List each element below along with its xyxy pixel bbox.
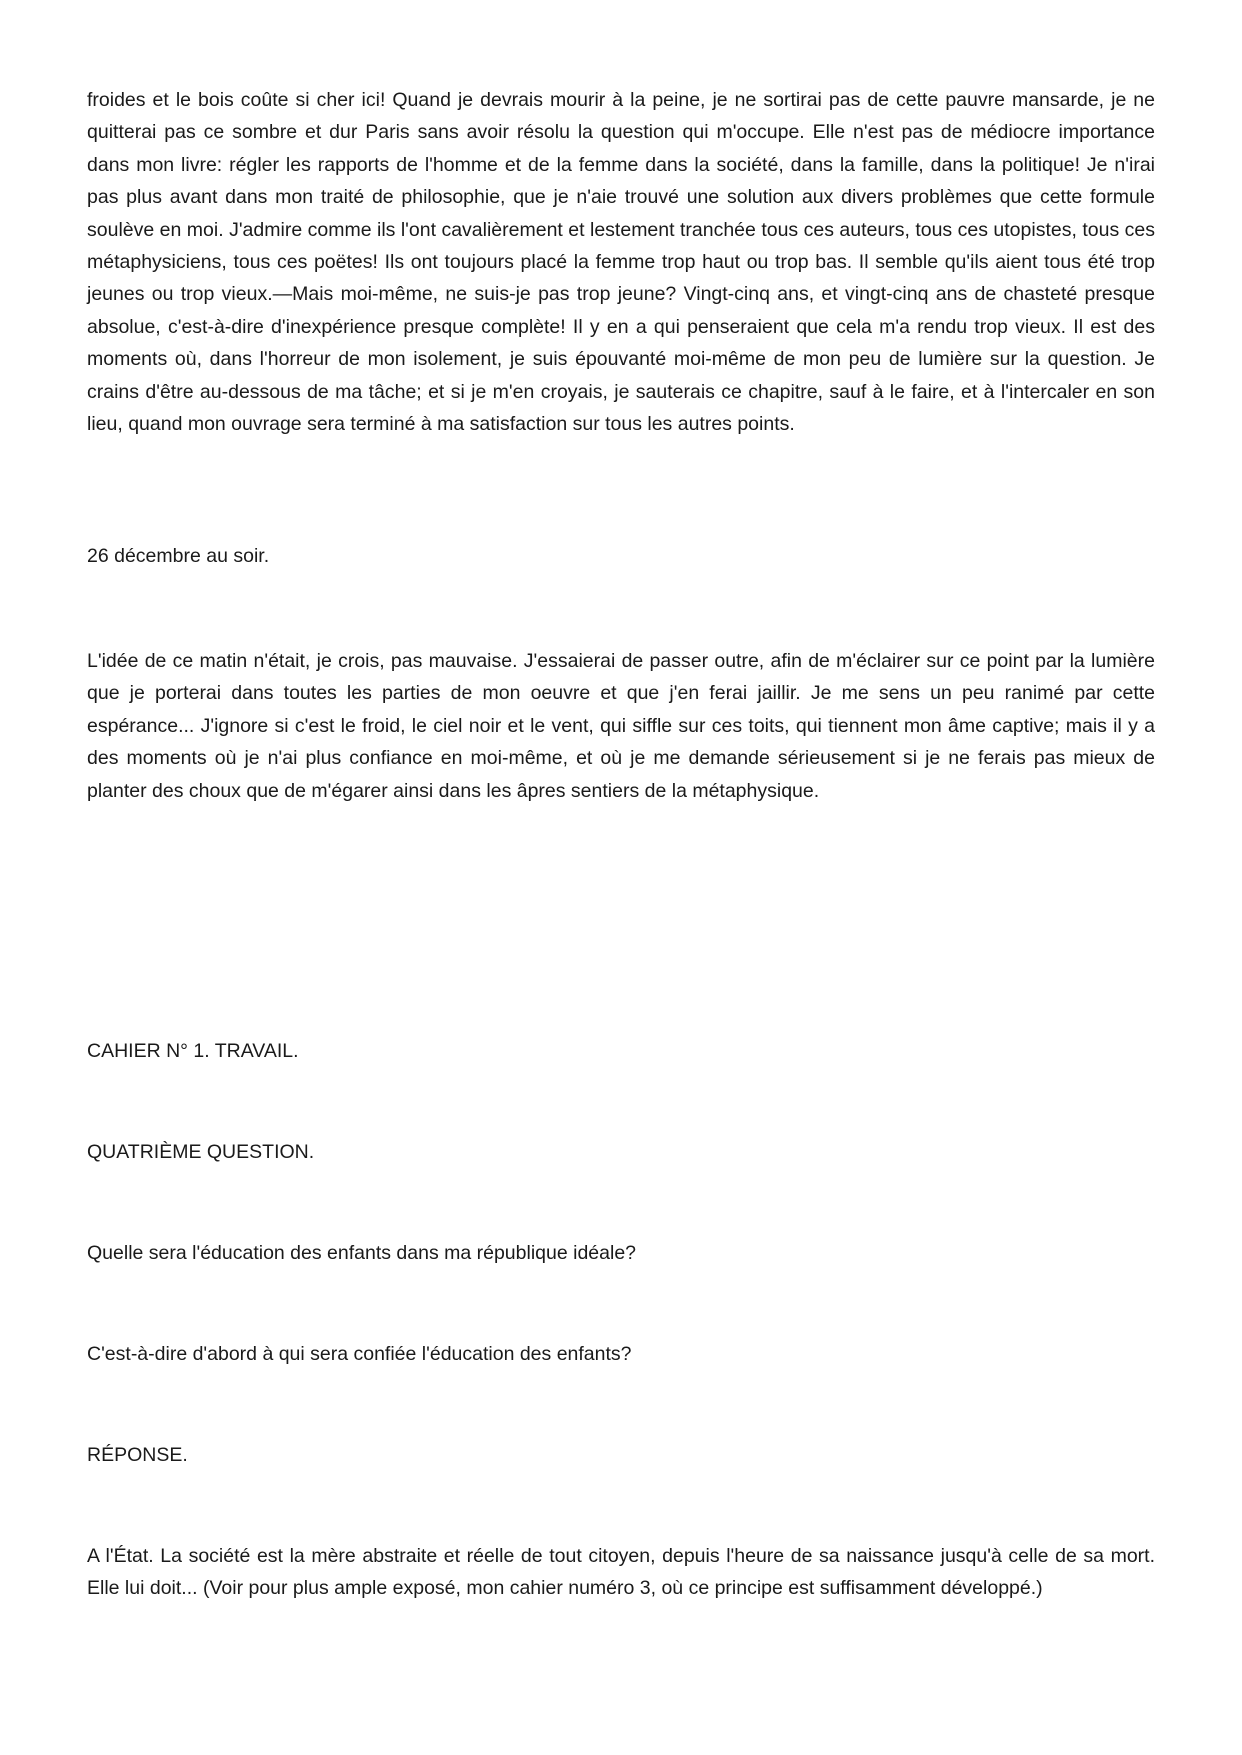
date-heading: 26 décembre au soir. (87, 545, 270, 567)
question-heading: QUATRIÈME QUESTION. (87, 1141, 315, 1163)
reponse-heading: RÉPONSE. (87, 1444, 188, 1466)
cahier-heading: CAHIER N° 1. TRAVAIL. (87, 1040, 299, 1062)
paragraph-reponse-etat: A l'État. La société est la mère abstraite et réelle de tout citoyen, depuis l'heure de sa naissance jusqu'à celle de sa mort. Elle lui doit... (Voir pour plus ample exposé, mon cahier numéro 3, où ce principe est suffisamment développé.) (87, 1545, 1155, 1600)
question-line-education: Quelle sera l'éducation des enfants dans ma république idéale? (87, 1242, 637, 1264)
paragraph-mansarde: froides et le bois coûte si cher ici! Quand je devrais mourir à la peine, je ne sortirai pas de cette pauvre mansarde, je ne quitterai pas ce sombre et dur Paris sans avoir résolu la question qui m'occupe. Elle n'est pas de médiocre importance dans mon livre: régler les rapports de l'homme et de la femme dans la société, dans la famille, dans la politique! Je n'irai pas plus avant dans mon traité de philosophie, que je n'aie trouvé une solution aux divers problèmes que cette formule soulève en moi. J'admire comme ils l'ont cavalièrement et lestement tranchée tous ces auteurs, tous ces utopistes, tous ces métaphysiciens, tous ces poëtes! Ils ont toujours placé la femme trop haut ou trop bas. Il semble qu'ils aient tous été trop jeunes ou trop vieux.—Mais moi-même, ne suis-je pas trop jeune? Vingt-cinq ans, et vingt-cinq ans de chasteté presque absolue, c'est-à-dire d'inexpérience presque complète! Il y en a qui penseraient que cela m'a rendu trop vieux. Il est des moments où, dans l'horreur de mon isolement, je suis épouvanté moi-même de mon peu de lumière sur la question. Je crains d'être au-dessous de ma tâche; et si je m'en croyais, je sauterais ce chapitre, sauf à le faire, et à l'intercaler en son lieu, quand mon ouvrage sera terminé à ma satisfaction sur tous les autres points. (87, 89, 1155, 436)
question-line-confiee: C'est-à-dire d'abord à qui sera confiée l'éducation des enfants? (87, 1343, 632, 1365)
paragraph-idee-du-matin: L'idée de ce matin n'était, je crois, pas mauvaise. J'essaierai de passer outre, afin de m'éclairer sur ce point par la lumière que je porterai dans toutes les parties de mon oeuvre et que j'en ferai jaillir. Je me sens un peu ranimé par cette espérance... J'ignore si c'est le froid, le ciel noir et le vent, qui siffle sur ces toits, qui tiennent mon âme captive; mais il y a des moments où je n'ai plus confiance en moi-même, et où je me demande sérieusement si je ne ferais pas mieux de planter des choux que de m'égarer ainsi dans les âpres sentiers de la métaphysique. (87, 650, 1155, 802)
